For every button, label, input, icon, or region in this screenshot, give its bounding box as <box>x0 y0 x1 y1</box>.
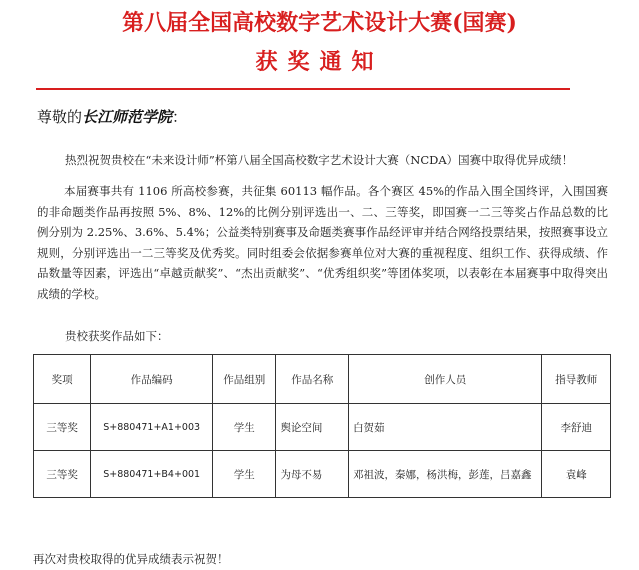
closing-line: 再次对贵校取得的优异成绩表示祝贺！ <box>33 552 229 566</box>
school-name: 长江师范学院 <box>82 108 173 126</box>
salutation-suffix: ： <box>172 108 188 126</box>
cell-creators: 白贺茹 <box>349 404 542 451</box>
salutation-prefix: 尊敬的 <box>37 108 83 126</box>
cell-award: 三等奖 <box>34 404 91 451</box>
title-divider <box>36 88 570 90</box>
awards-intro: 贵校获奖作品如下： <box>65 329 169 343</box>
salutation <box>37 106 187 127</box>
cell-advisor: 李舒迪 <box>542 404 611 451</box>
cell-work-name: 舆论空间 <box>276 404 349 451</box>
cell-group: 学生 <box>213 404 276 451</box>
header-group: 作品组别 <box>213 355 276 404</box>
cell-group: 学生 <box>213 451 276 498</box>
header-advisor: 指导教师 <box>542 355 611 404</box>
cell-work-name: 为母不易 <box>276 451 349 498</box>
table-header-row <box>34 355 611 404</box>
award-table <box>33 354 611 498</box>
table-row <box>34 404 611 451</box>
cell-advisor: 袁峰 <box>542 451 611 498</box>
header-work-name: 作品名称 <box>276 355 349 404</box>
cell-creators: 邓祖波，秦娜，杨洪梅，彭莲，吕嘉鑫 <box>349 451 542 498</box>
cell-code: S+880471+A1+003 <box>91 404 213 451</box>
congrats-paragraph: 热烈祝贺贵校在“未来设计师”杯第八届全国高校数字艺术设计大赛（NCDA）国赛中取得优异成绩！ <box>65 153 574 167</box>
header-code: 作品编码 <box>91 355 213 404</box>
competition-summary-paragraph: 本届赛事共有 1106 所高校参赛，共征集 60113 幅作品。各个赛区 45%的作品入围全国终评，入围国赛的非命题类作品再按照 5%、8%、12%的比例分别评选出一、二、三等奖，即国赛一二三等奖占作品总数的比例分别为 2.25%、3.6%、5.4%；公益类特别赛事及命题类赛事作品经评审并结合网络投票结果，按照赛事设立规则，分别评选出一二三等奖及优秀奖。同时组委会依据参赛单位对大赛的重视程度、组织工作、获得成绩、作品数量等因素，评选出“卓越贡献奖”、“杰出贡献奖”、“优秀组织奖”等团体奖项，以表彰在本届赛事中取得突出成绩的学校。 <box>37 184 608 301</box>
table-row <box>34 451 611 498</box>
header-creators: 创作人员 <box>349 355 542 404</box>
notice-subtitle: 获奖通知 <box>255 49 384 75</box>
header-award: 奖项 <box>34 355 91 404</box>
notice-title: 第八届全国高校数字艺术设计大赛(国赛) <box>122 10 517 36</box>
cell-award: 三等奖 <box>34 451 91 498</box>
cell-code: S+880471+B4+001 <box>91 451 213 498</box>
